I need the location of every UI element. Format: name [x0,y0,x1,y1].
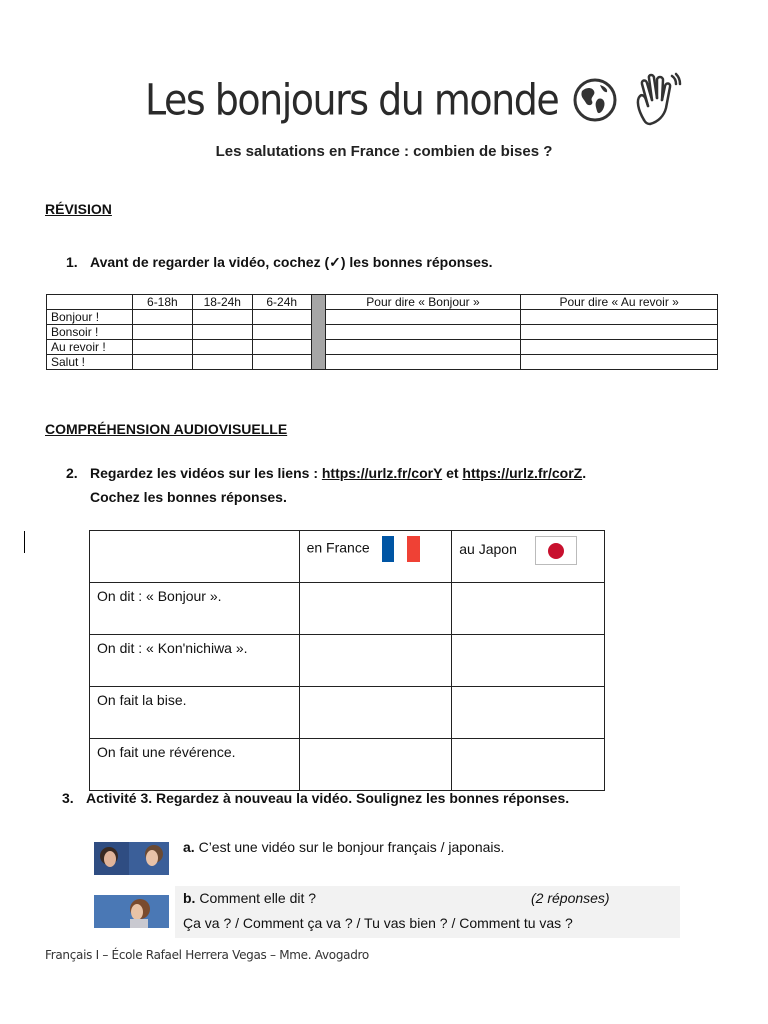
row-label: On dit : « Bonjour ». [90,583,300,635]
item-b-options: Ça va ? / Comment ça va ? / Tu vas bien ? / Comment tu vas ? [183,915,573,931]
text-cursor [24,531,25,553]
question-2-line2: Cochez les bonnes réponses. [90,489,287,505]
question-1-number: 1. [66,254,78,270]
column-header: 6-24h [252,295,311,310]
row-label: Salut ! [47,355,133,370]
table-row [47,340,718,355]
item-a-text: C’est une vidéo sur le bonjour français / japonais. [194,839,505,855]
question-3 [62,790,569,806]
table-row [47,355,718,370]
table-cell [47,295,133,310]
check-cell[interactable] [325,310,521,325]
column-header: 6-18h [132,295,192,310]
table-row [90,635,605,687]
check-cell[interactable] [132,340,192,355]
check-cell[interactable] [325,355,521,370]
footer: Français I – École Rafael Herrera Vegas – Mme. Avogadro [45,948,369,962]
table-row [90,687,605,739]
check-cell[interactable] [132,310,192,325]
column-label-france: en France [306,539,370,556]
french-flag-icon [382,536,420,562]
check-cell[interactable] [299,739,452,791]
check-cell[interactable] [452,739,605,791]
question-2 [66,465,586,481]
item-a-label: a. [183,839,195,855]
item-b [183,890,316,906]
table-header-row [47,295,718,310]
check-cell[interactable] [299,583,452,635]
item-a [183,839,504,855]
globe-icon [572,77,618,123]
column-header-france [299,531,452,583]
check-cell[interactable] [299,687,452,739]
check-cell[interactable] [299,635,452,687]
check-cell[interactable] [132,355,192,370]
link-cory[interactable]: https://urlz.fr/corY [321,465,443,481]
column-header-japon [452,531,605,583]
item-b-note: (2 réponses) [531,890,610,906]
check-cell[interactable] [252,325,311,340]
check-cell[interactable] [252,355,311,370]
question-1 [66,254,493,271]
title-text: Les bonjours du monde [145,75,559,125]
check-cell[interactable] [252,340,311,355]
video-thumbnail-a [94,842,169,875]
revision-table [46,294,718,370]
row-label: On dit : « Kon'nichiwa ». [90,635,300,687]
column-header: Pour dire « Au revoir » [521,295,718,310]
video-thumbnail-b [94,895,169,928]
check-cell[interactable] [192,310,252,325]
column-label-japon: au Japon [459,541,517,558]
check-cell[interactable] [325,325,521,340]
section-heading-comprehension: COMPRÉHENSION AUDIOVISUELLE [45,421,288,437]
table-header-row [90,531,605,583]
column-header: Pour dire « Bonjour » [325,295,521,310]
check-cell[interactable] [521,325,718,340]
item-b-text: Comment elle dit ? [195,890,317,906]
check-cell[interactable] [325,340,521,355]
check-cell[interactable] [521,310,718,325]
section-heading-revision: RÉVISION [45,201,112,217]
worksheet-title [145,70,682,130]
question-1-text: Avant de regarder la vidéo, cochez (✓) les bonnes réponses. [90,254,493,270]
row-label: Au revoir ! [47,340,133,355]
question-2-text-end: . [582,465,587,481]
check-cell[interactable] [192,340,252,355]
table-row [90,739,605,791]
check-cell[interactable] [192,355,252,370]
check-cell[interactable] [452,687,605,739]
check-cell[interactable] [452,635,605,687]
check-cell[interactable] [132,325,192,340]
link-corz[interactable]: https://urlz.fr/corZ [462,465,583,481]
table-row [47,310,718,325]
check-cell[interactable] [521,340,718,355]
gray-separator [311,295,325,370]
comparison-table [89,530,605,791]
question-3-text: Activité 3. Regardez à nouveau la vidéo. Soulignez les bonnes réponses. [86,790,570,806]
check-cell[interactable] [192,325,252,340]
row-label: Bonsoir ! [47,325,133,340]
row-label: Bonjour ! [47,310,133,325]
row-label: On fait la bise. [90,687,300,739]
check-cell[interactable] [252,310,311,325]
question-2-number: 2. [66,465,78,481]
check-cell[interactable] [521,355,718,370]
question-3-number: 3. [62,790,74,806]
item-b-label: b. [183,890,196,906]
table-row [90,583,605,635]
check-cell[interactable] [452,583,605,635]
row-label: On fait une révérence. [90,739,300,791]
subtitle: Les salutations en France : combien de bises ? [215,143,553,160]
column-header: 18-24h [192,295,252,310]
question-2-text-mid: et [442,465,463,481]
question-2-text: Regardez les vidéos sur les liens : [90,465,322,481]
japanese-flag-icon [535,536,577,565]
waving-hand-icon [632,70,682,130]
table-row [47,325,718,340]
table-cell [90,531,300,583]
